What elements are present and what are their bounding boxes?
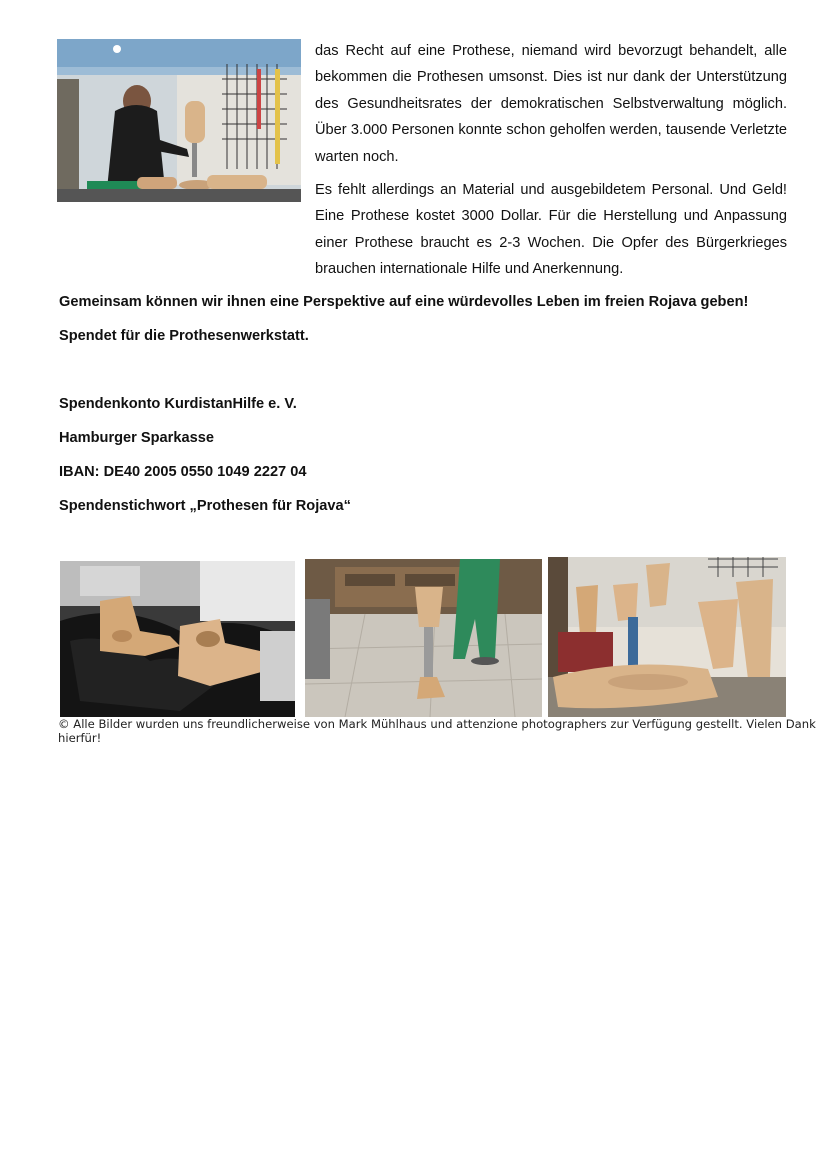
donation-keyword: Spendenstichwort „Prothesen für Rojava“ [59, 498, 351, 514]
donation-iban: IBAN: DE40 2005 0550 1049 2227 04 [59, 464, 307, 480]
intro-text [315, 38, 787, 290]
workshop-photo [57, 39, 301, 202]
appeal-headline: Gemeinsam können wir ihnen eine Perspektive auf eine würdevolles Leben im freien Rojava geben! [59, 294, 749, 310]
photo-credit-caption: © Alle Bilder wurden uns freundlicherweise von Mark Mühlhaus und attenzione photographers zur Verfügung gestellt. Vielen Dank hierfür! [58, 717, 816, 746]
donation-account: Spendenkonto KurdistanHilfe e. V. [59, 396, 297, 412]
intro-paragraph-1: das Recht auf eine Prothese, niemand wird bevorzugt behandelt, alle bekommen die Prothesen umsonst. Dies ist nur dank der Unterstützung des Gesundheitsrates der demokratischen Selbstverwaltung möglich. Über 3.000 Personen konnte schon geholfen werden, tausende Verletzte warten noch. [315, 43, 787, 165]
prosthetic-feet-photo [60, 561, 295, 717]
prosthetic-leg-photo [305, 559, 542, 717]
call-to-action: Spendet für die Prothesenwerkstatt. [59, 328, 309, 344]
prosthetic-sockets-photo [548, 557, 786, 717]
intro-paragraph-2: Es fehlt allerdings an Material und ausgebildetem Personal. Und Geld! Eine Prothese kostet 3000 Dollar. Für die Herstellung und Anpassung einer Prothese braucht es 2-3 Wochen. Die Opfer des Bürgerkrieges brauchen internationale Hilfe und Anerkennung. [315, 182, 787, 278]
donation-bank: Hamburger Sparkasse [59, 430, 214, 446]
